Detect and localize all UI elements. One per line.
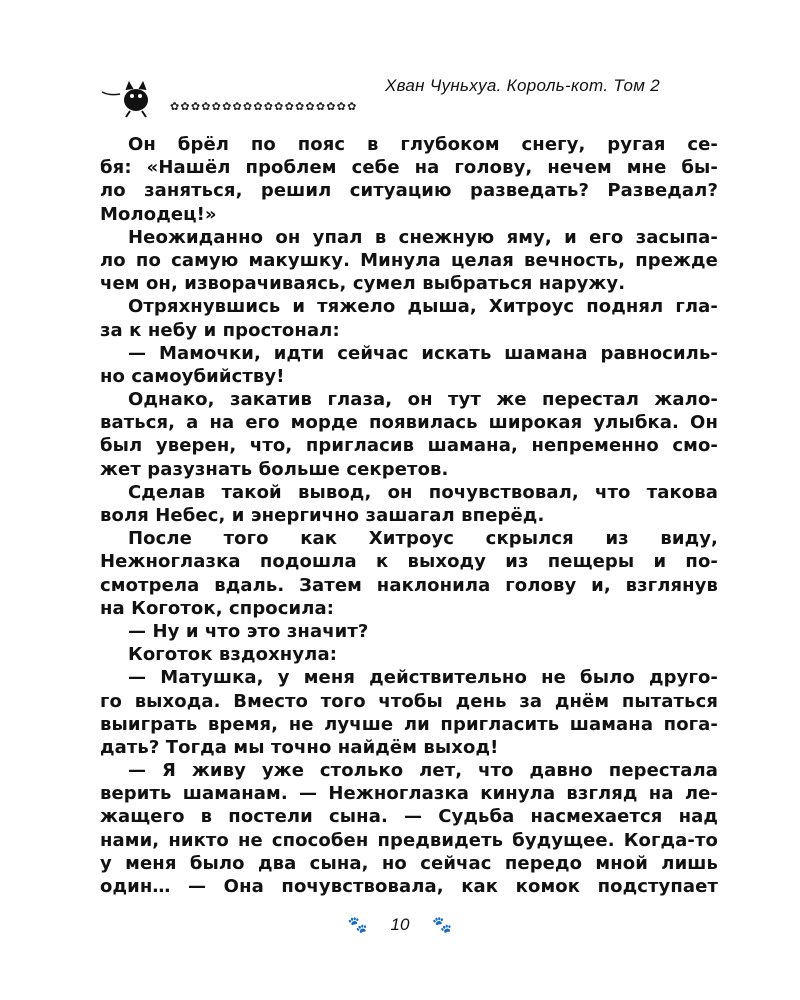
text-line: за к небу и простонал: (100, 319, 340, 341)
page-number: 10 (390, 915, 410, 934)
text-line: был уверен, что, пригласив шамана, непременно смо- (100, 435, 718, 457)
text-line: ло заняться, решил ситуацию разведать? Разведал? (100, 180, 718, 202)
paw-icon: 🐾 (347, 917, 368, 934)
page-footer (0, 915, 800, 935)
paw-decoration-row: ✿✿✿✿✿✿✿✿✿✿✿✿✿✿✿✿✿✿ (170, 101, 358, 113)
text-line: но самоубийству! (100, 365, 285, 387)
text-line: — Ну и что это значит? (128, 620, 369, 642)
text-line: на Коготок, спросила: (100, 597, 335, 619)
text-line: смотрела вдаль. Затем наклонила голову и, взглянув (100, 574, 718, 596)
text-line: ваться, а на его морде появилась широкая улыбка. Он (100, 412, 718, 434)
text-line: — Матушка, у меня действительно не было друго- (128, 667, 718, 689)
text-line: Отряхнувшись и тяжело дыша, Хитроус поднял гла- (128, 296, 718, 318)
text-line: один… — Она почувствовала, как комок подступает (100, 876, 718, 897)
cat-logo-icon (100, 78, 158, 118)
text-line: — Я живу уже столько лет, что давно перестала (128, 760, 718, 782)
text-line: Сделав такой вывод, он почувствовал, что такова (128, 481, 718, 503)
text-line: Он брёл по пояс в глубоком снегу, ругая се- (128, 134, 718, 155)
text-line: После того как Хитроус скрылся из виду, (128, 528, 718, 550)
text-line: жет разузнать больше секретов. (100, 458, 449, 480)
text-line: Молодец!» (100, 203, 217, 225)
text-line: воля Небес, и энергично зашагал вперёд. (100, 505, 545, 526)
text-line: нами, никто не способен предвидеть будущее. Когда-то (100, 829, 718, 851)
text-line: выиграть время, не лучше ли пригласить шамана пога- (100, 713, 718, 735)
page-header (100, 70, 720, 120)
text-line: Коготок вздохнула: (128, 644, 337, 666)
text-line: чем он, изворачиваясь, сумел выбраться наружу. (100, 273, 626, 295)
text-line: Неожиданно он упал в снежную яму, и его засыпа- (128, 226, 718, 248)
text-line: бя: «Нашёл проблем себе на голову, нечем мне бы- (100, 157, 718, 179)
paw-icon: 🐾 (432, 917, 453, 934)
running-title: Хван Чуньхуа. Король-кот. Том 2 (384, 76, 660, 95)
text-line: Нежноглазка подошла к выходу из пещеры и по- (100, 551, 718, 573)
text-line: ло по самую макушку. Минула целая вечность, прежде (100, 249, 718, 271)
text-line: го выхода. Вместо того чтобы день за днём пытаться (100, 690, 718, 712)
text-line: верить шаманам. — Нежноглазка кинула взгляд на ле- (100, 783, 718, 805)
text-line: дать? Тогда мы точно найдём выход! (100, 736, 499, 758)
text-line: Однако, закатив глаза, он тут же перестал жало- (128, 389, 718, 411)
text-line: — Мамочки, идти сейчас искать шамана равносиль- (128, 342, 718, 364)
text-line: жащего в постели сына. — Судьба насмехается над (100, 806, 718, 828)
page-body-text (100, 133, 718, 898)
text-line: у меня было два сына, но сейчас передо мной лишь (100, 852, 718, 874)
